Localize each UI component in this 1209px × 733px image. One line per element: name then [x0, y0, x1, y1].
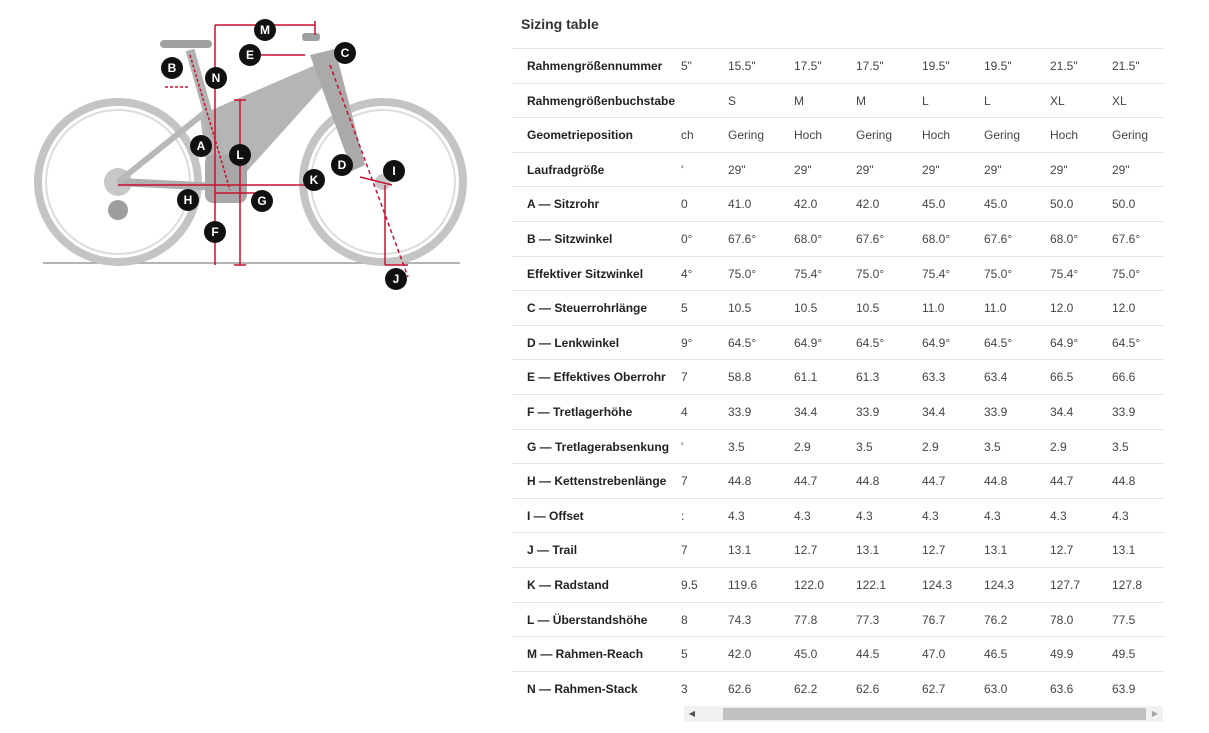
table-cell-clipped: 9° [681, 335, 693, 350]
table-cell: 13.1 [856, 543, 880, 558]
table-cell: 119.6 [728, 578, 758, 592]
row-label: G — Tretlagerabsenkung [527, 439, 670, 454]
table-cell: 124.3 [922, 578, 953, 592]
scroll-left-arrow-icon[interactable]: ◀ [688, 709, 696, 718]
table-cell: 10.5 [856, 301, 880, 316]
table-cell: 3.5 [728, 439, 745, 454]
table-cell: 21.5" [1050, 59, 1078, 73]
table-cell: Hoch [794, 128, 823, 143]
table-cell: 34.4 [922, 405, 946, 419]
table-cell: 75.0° [728, 266, 757, 281]
table-cell: 64.9° [922, 335, 951, 350]
table-cell: 44.8 [856, 474, 880, 489]
table-cell: 29" [856, 162, 874, 177]
table-row [512, 671, 1164, 705]
table-cell: 67.6° [728, 232, 757, 246]
marker-f [204, 221, 226, 243]
svg-text:A: A [196, 139, 206, 153]
table-cell: 12.7 [1050, 543, 1074, 558]
table-cell-clipped: ch [681, 128, 694, 143]
table-cell: 75.0° [856, 266, 885, 281]
table-cell: 64.5° [1112, 335, 1141, 350]
table-cell: 13.1 [1112, 543, 1136, 558]
table-cell: 42.0 [794, 197, 818, 212]
svg-text:J: J [392, 272, 400, 286]
row-label: J — Trail [527, 543, 578, 558]
table-cell: 63.9 [1112, 681, 1136, 696]
table-cell: 10.5 [794, 301, 818, 316]
table-cell: 77.5 [1112, 612, 1136, 627]
table-cell: Gering [856, 128, 893, 143]
table-cell: 44.8 [728, 474, 752, 489]
table-cell: 44.7 [1050, 474, 1074, 489]
table-cell: XL [1050, 93, 1065, 108]
table-cell: 64.9° [794, 335, 823, 350]
table-cell: 4.3 [1112, 508, 1129, 523]
table-cell: 63.6 [1050, 681, 1074, 696]
table-cell: 61.1 [794, 370, 818, 385]
table-cell: 62.7 [922, 681, 946, 696]
table-cell: 41.0 [728, 197, 752, 212]
table-cell: 49.5 [1112, 647, 1136, 662]
sizing-table-title: Sizing table [521, 16, 599, 32]
marker-b [161, 57, 183, 79]
table-cell: 127.7 [1050, 578, 1081, 592]
table-cell: 3.5 [856, 439, 873, 454]
table-cell-clipped: 5 [681, 647, 688, 662]
svg-text:N: N [211, 71, 221, 85]
table-cell-clipped: 4 [681, 405, 688, 419]
table-row [512, 602, 1164, 637]
table-cell: 12.7 [794, 543, 818, 558]
marker-h [177, 189, 199, 211]
table-cell-clipped: 3 [681, 681, 688, 696]
svg-text:H: H [183, 193, 193, 207]
marker-d [331, 154, 353, 176]
row-label: Laufradgröße [527, 162, 605, 177]
table-cell: 75.0° [984, 266, 1013, 281]
row-label: N — Rahmen-Stack [527, 681, 638, 696]
table-cell: 4.3 [922, 508, 939, 523]
table-cell: 46.5 [984, 647, 1008, 662]
table-cell: 4.3 [1050, 508, 1067, 523]
row-label: K — Radstand [527, 578, 610, 592]
table-cell: 122.1 [856, 578, 887, 592]
table-cell: S [728, 93, 737, 108]
svg-text:G: G [257, 194, 267, 208]
table-cell: 63.4 [984, 370, 1008, 385]
table-cell: 33.9 [984, 405, 1008, 419]
table-cell: 12.0 [1112, 301, 1136, 316]
table-cell: 75.4° [922, 266, 951, 281]
table-cell: 2.9 [922, 439, 939, 454]
sizing-table-section [512, 0, 1167, 733]
table-cell: 50.0 [1112, 197, 1136, 212]
table-cell: 2.9 [1050, 439, 1067, 454]
table-row [512, 325, 1164, 360]
table-cell: 4.3 [728, 508, 745, 523]
table-cell: 67.6° [984, 232, 1013, 246]
table-cell: 74.3 [728, 612, 752, 627]
table-cell: 68.0° [922, 232, 951, 246]
table-cell: 12.0 [1050, 301, 1074, 316]
table-cell: 75.4° [794, 266, 823, 281]
table-cell: 44.7 [794, 474, 818, 489]
table-cell: 127.8 [1112, 578, 1143, 592]
table-row [512, 290, 1164, 325]
table-cell: 42.0 [856, 197, 880, 212]
row-label: F — Tretlagerhöhe [527, 405, 633, 419]
table-cell-clipped: 7 [681, 543, 688, 558]
table-cell: Gering [1112, 128, 1149, 143]
table-cell-clipped: ' [681, 439, 684, 454]
table-cell: 66.6 [1112, 370, 1136, 385]
table-cell-clipped: 0° [681, 232, 693, 246]
svg-text:C: C [340, 46, 350, 60]
table-cell: 13.1 [728, 543, 752, 558]
table-cell: Hoch [922, 128, 951, 143]
table-cell: 63.0 [984, 681, 1008, 696]
table-cell: 62.6 [856, 681, 880, 696]
table-cell: 49.9 [1050, 647, 1074, 662]
table-cell-clipped: ' [681, 162, 684, 177]
table-cell: XL [1112, 93, 1127, 108]
table-row [512, 221, 1164, 256]
table-cell: 75.4° [1050, 266, 1079, 281]
marker-a [190, 135, 212, 157]
table-row [512, 394, 1164, 429]
table-cell: 15.5" [728, 59, 756, 73]
table-row [512, 83, 1164, 118]
scrollbar-thumb[interactable] [723, 708, 1146, 720]
bike-geometry-diagram [30, 15, 480, 295]
table-cell: 3.5 [984, 439, 1001, 454]
horizontal-scrollbar[interactable] [684, 706, 1163, 722]
table-cell: 11.0 [922, 301, 945, 316]
table-cell: 44.7 [922, 474, 946, 489]
marker-g [251, 190, 273, 212]
table-cell: 67.6° [856, 232, 885, 246]
table-cell: 64.9° [1050, 335, 1079, 350]
table-cell: 34.4 [794, 405, 818, 419]
table-cell: 68.0° [794, 232, 823, 246]
table-row [512, 256, 1164, 291]
svg-text:B: B [167, 61, 177, 75]
table-cell: 45.0 [794, 647, 818, 662]
table-row [512, 636, 1164, 671]
row-label: E — Effektives Oberrohr [527, 370, 666, 385]
table-row [512, 48, 1164, 83]
table-cell: 11.0 [984, 301, 1007, 316]
table-cell: 64.5° [856, 335, 885, 350]
sizing-table [512, 48, 1164, 705]
table-cell-clipped: 7 [681, 474, 688, 489]
table-cell: M [856, 93, 866, 108]
table-cell: L [922, 93, 929, 108]
table-cell: 50.0 [1050, 197, 1074, 212]
scroll-right-arrow-icon[interactable]: ▶ [1151, 709, 1159, 718]
table-cell-clipped: 8 [681, 612, 688, 627]
table-cell: 33.9 [728, 405, 752, 419]
table-cell: 64.5° [984, 335, 1013, 350]
svg-text:D: D [337, 158, 347, 172]
table-cell: 64.5° [728, 335, 757, 350]
table-cell: 4.3 [856, 508, 873, 523]
table-cell-clipped: 0 [681, 197, 688, 212]
row-label: A — Sitzrohr [527, 197, 600, 212]
marker-c [334, 42, 356, 64]
table-cell: 17.5" [794, 59, 822, 73]
table-cell: 42.0 [728, 647, 752, 662]
table-cell: 33.9 [1112, 405, 1136, 419]
table-cell: 4.3 [794, 508, 811, 523]
row-label: L — Überstandshöhe [527, 612, 648, 627]
table-cell: 61.3 [856, 370, 880, 385]
table-row [512, 532, 1164, 567]
table-cell: 29" [922, 162, 940, 177]
marker-i [383, 160, 405, 182]
table-cell: 29" [1112, 162, 1130, 177]
marker-j [385, 268, 407, 290]
table-cell: 122.0 [794, 578, 825, 592]
table-row [512, 359, 1164, 394]
marker-m [254, 19, 276, 41]
table-cell: 3.5 [1112, 439, 1129, 454]
table-cell: 2.9 [794, 439, 811, 454]
table-cell: 62.2 [794, 681, 818, 696]
marker-e [239, 44, 261, 66]
marker-k [303, 169, 325, 191]
table-cell: 19.5" [984, 59, 1012, 73]
row-label: Rahmengrößenbuchstabe [527, 93, 676, 108]
table-row [512, 567, 1164, 602]
table-cell: 13.1 [984, 543, 1008, 558]
table-cell: 66.5 [1050, 370, 1074, 385]
svg-text:F: F [211, 225, 219, 239]
table-row [512, 463, 1164, 498]
table-cell: 76.7 [922, 612, 946, 627]
table-row [512, 186, 1164, 221]
row-label: D — Lenkwinkel [527, 335, 620, 350]
table-cell: 63.3 [922, 370, 946, 385]
table-cell: 45.0 [922, 197, 946, 212]
table-cell: 67.6° [1112, 232, 1141, 246]
table-cell: Gering [984, 128, 1021, 143]
table-cell: 44.8 [984, 474, 1008, 489]
table-cell: 78.0 [1050, 612, 1074, 627]
table-cell: Gering [728, 128, 765, 143]
svg-text:M: M [260, 23, 270, 37]
table-cell-clipped: 9.5 [681, 578, 698, 592]
table-row [512, 498, 1164, 533]
table-cell-clipped: 5" [681, 59, 692, 73]
table-cell: 45.0 [984, 197, 1008, 212]
svg-text:E: E [245, 48, 255, 62]
table-cell: 19.5" [922, 59, 950, 73]
marker-n [205, 67, 227, 89]
marker-l [229, 144, 251, 166]
table-row [512, 429, 1164, 464]
table-cell: 17.5" [856, 59, 884, 73]
table-cell: 21.5" [1112, 59, 1140, 73]
table-cell: 4.3 [984, 508, 1001, 523]
row-label: B — Sitzwinkel [527, 232, 613, 246]
row-label: Rahmengrößennummer [527, 59, 663, 73]
table-cell-clipped: : [681, 508, 685, 523]
row-label: Effektiver Sitzwinkel [527, 266, 644, 281]
table-cell: M [794, 93, 804, 108]
table-cell: 62.6 [728, 681, 752, 696]
callout-markers [161, 19, 407, 290]
table-cell: 77.8 [794, 612, 818, 627]
table-cell: 58.8 [728, 370, 752, 385]
table-row [512, 152, 1164, 187]
table-cell: 33.9 [856, 405, 880, 419]
row-label: C — Steuerrohrlänge [527, 301, 648, 316]
table-cell: 124.3 [984, 578, 1015, 592]
table-cell-clipped: 7 [681, 370, 688, 385]
svg-text:L: L [236, 148, 244, 162]
table-cell: L [984, 93, 991, 108]
row-label: M — Rahmen-Reach [527, 647, 644, 662]
table-cell-clipped: 5 [681, 301, 688, 316]
row-label: H — Kettenstrebenlänge [527, 474, 667, 489]
table-cell: 29" [794, 162, 812, 177]
table-cell: 10.5 [728, 301, 752, 316]
table-cell: Hoch [1050, 128, 1079, 143]
table-cell: 29" [984, 162, 1002, 177]
table-cell: 12.7 [922, 543, 946, 558]
table-row [512, 117, 1164, 152]
table-cell-clipped: 4° [681, 266, 693, 281]
svg-text:I: I [392, 164, 396, 178]
table-cell: 44.8 [1112, 474, 1136, 489]
table-cell: 34.4 [1050, 405, 1074, 419]
row-label: Geometrieposition [527, 128, 634, 143]
svg-text:K: K [309, 173, 319, 187]
row-label: I — Offset [527, 508, 584, 523]
table-cell: 68.0° [1050, 232, 1079, 246]
table-cell: 75.0° [1112, 266, 1141, 281]
table-cell: 77.3 [856, 612, 880, 627]
table-cell: 29" [728, 162, 746, 177]
table-cell: 44.5 [856, 647, 880, 662]
table-cell: 29" [1050, 162, 1068, 177]
table-cell: 47.0 [922, 647, 946, 662]
table-cell: 76.2 [984, 612, 1008, 627]
